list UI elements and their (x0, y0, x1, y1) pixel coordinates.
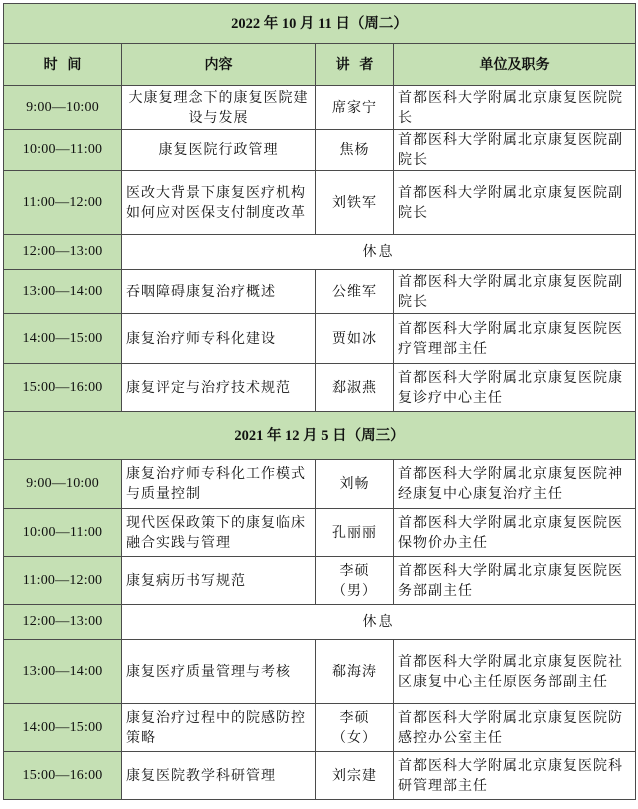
day-title: 2022 年 10 月 11 日（周二） (4, 4, 636, 44)
session-topic: 康复治疗过程中的院感防控策略 (122, 704, 316, 752)
table-row (4, 314, 636, 364)
table-row (4, 364, 636, 412)
schedule-table (3, 3, 636, 800)
session-time: 14:00—15:00 (4, 314, 122, 364)
session-topic: 大康复理念下的康复医院建设与发展 (122, 86, 316, 130)
table-row (4, 130, 636, 171)
session-time: 10:00—11:00 (4, 130, 122, 171)
header-org: 单位及职务 (394, 44, 636, 86)
session-time: 10:00—11:00 (4, 509, 122, 557)
session-time: 13:00—14:00 (4, 640, 122, 704)
session-topic: 现代医保政策下的康复临床融合实践与管理 (122, 509, 316, 557)
session-time: 12:00—13:00 (4, 605, 122, 640)
session-org: 首都医科大学附属北京康复医院防感控办公室主任 (394, 704, 636, 752)
session-org: 首都医科大学附属北京康复医院院长 (394, 86, 636, 130)
session-speaker: 席家宁 (316, 86, 394, 130)
session-speaker: 刘宗建 (316, 752, 394, 800)
session-speaker: 焦杨 (316, 130, 394, 171)
day-title-row (4, 412, 636, 460)
session-topic: 康复医疗质量管理与考核 (122, 640, 316, 704)
session-org: 首都医科大学附属北京康复医院医保物价办主任 (394, 509, 636, 557)
day-title-row (4, 4, 636, 44)
table-row (4, 86, 636, 130)
session-time: 9:00—10:00 (4, 460, 122, 509)
session-speaker: 郗海涛 (316, 640, 394, 704)
table-row (4, 640, 636, 704)
session-time: 15:00—16:00 (4, 752, 122, 800)
header-row (4, 44, 636, 86)
session-org: 首都医科大学附属北京康复医院神经康复中心康复治疗主任 (394, 460, 636, 509)
session-time: 15:00—16:00 (4, 364, 122, 412)
session-time: 11:00—12:00 (4, 557, 122, 605)
table-row (4, 704, 636, 752)
table-row (4, 752, 636, 800)
table-row (4, 509, 636, 557)
session-org: 首都医科大学附属北京康复医院医疗管理部主任 (394, 314, 636, 364)
session-topic: 医改大背景下康复医疗机构如何应对医保支付制度改革 (122, 171, 316, 235)
session-topic: 吞咽障碍康复治疗概述 (122, 270, 316, 314)
session-speaker: 李硕（男） (316, 557, 394, 605)
session-topic: 康复病历书写规范 (122, 557, 316, 605)
session-time: 12:00—13:00 (4, 235, 122, 270)
header-time: 时 间 (4, 44, 122, 86)
session-speaker: 公维军 (316, 270, 394, 314)
session-speaker: 刘铁军 (316, 171, 394, 235)
session-topic: 康复医院行政管理 (122, 130, 316, 171)
break-label: 休息 (122, 605, 636, 640)
table-row (4, 270, 636, 314)
break-row (4, 235, 636, 270)
session-org: 首都医科大学附属北京康复医院副院长 (394, 171, 636, 235)
table-row (4, 171, 636, 235)
table-row (4, 460, 636, 509)
session-org: 首都医科大学附属北京康复医院科研管理部主任 (394, 752, 636, 800)
break-label: 休息 (122, 235, 636, 270)
day-title: 2021 年 12 月 5 日（周三） (4, 412, 636, 460)
table-row (4, 557, 636, 605)
session-org: 首都医科大学附属北京康复医院副院长 (394, 130, 636, 171)
session-org: 首都医科大学附属北京康复医院社区康复中心主任原医务部副主任 (394, 640, 636, 704)
session-time: 11:00—12:00 (4, 171, 122, 235)
header-speaker: 讲 者 (316, 44, 394, 86)
session-topic: 康复评定与治疗技术规范 (122, 364, 316, 412)
session-topic: 康复医院教学科研管理 (122, 752, 316, 800)
session-speaker: 郄淑燕 (316, 364, 394, 412)
session-speaker: 刘畅 (316, 460, 394, 509)
session-org: 首都医科大学附属北京康复医院医务部副主任 (394, 557, 636, 605)
header-topic: 内容 (122, 44, 316, 86)
session-speaker: 孔丽丽 (316, 509, 394, 557)
session-speaker: 贾如冰 (316, 314, 394, 364)
session-topic: 康复治疗师专科化工作模式与质量控制 (122, 460, 316, 509)
session-topic: 康复治疗师专科化建设 (122, 314, 316, 364)
session-time: 13:00—14:00 (4, 270, 122, 314)
session-time: 14:00—15:00 (4, 704, 122, 752)
session-speaker: 李硕（女） (316, 704, 394, 752)
break-row (4, 605, 636, 640)
session-org: 首都医科大学附属北京康复医院副院长 (394, 270, 636, 314)
session-time: 9:00—10:00 (4, 86, 122, 130)
session-org: 首都医科大学附属北京康复医院康复诊疗中心主任 (394, 364, 636, 412)
